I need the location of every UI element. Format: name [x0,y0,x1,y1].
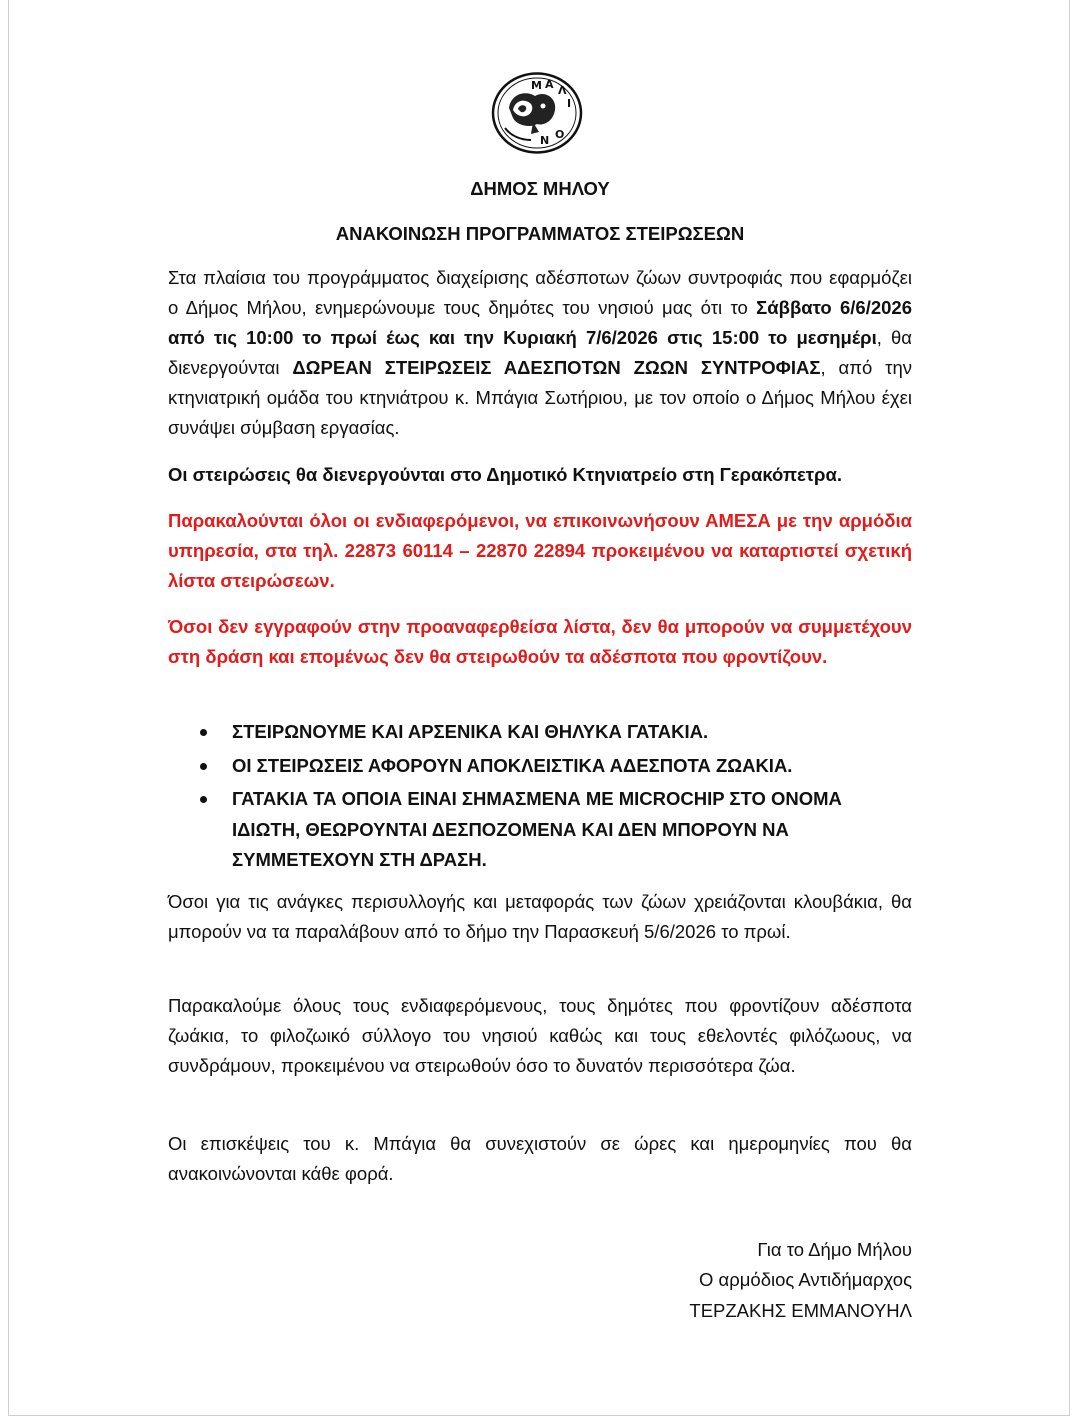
signature-name: ΤΕΡΖΑΚΗΣ ΕΜΜΑΝΟΥΗΛ [689,1300,912,1321]
svg-text:Ο: Ο [555,128,565,141]
list-item: ΓΑΤΑΚΙΑ ΤΑ ΟΠΟΙΑ ΕΙΝΑΙ ΣΗΜΑΣΜΕΝΑ ΜΕ MICROCHIP ΣΤΟ ΟΝΟΜΑ ΙΔΙΩΤΗ, ΘΕΩΡΟΥΝΤΑΙ ΔΕΣΠΟΖΟΜΕΝΑ ΚΑΙ ΔΕΝ ΜΠΟΡΟΥΝ ΝΑ ΣΥΜΜΕΤΕΧΟΥΝ ΣΤΗ ΔΡΑΣΗ. [198,784,888,876]
intro-paragraph: Στα πλαίσια του προγράμματος διαχείρισης αδέσποτων ζώων συντροφιάς που εφαρμόζει ο Δήμος Μήλου, ενημερώνουμε τους δημότες του νησιού μας ότι το Σάββατο 6/6/2026 από τις 10:00 το πρωί έως και την Κυριακή 7/6/2026 στις 15:00 το μεσημέρι, θα διενεργούνται ΔΩΡΕΑΝ ΣΤΕΙΡΩΣΕΙΣ ΑΔΕΣΠΟΤΩΝ ΖΩΩΝ ΣΥΝΤΡΟΦΙΑΣ, από την κτηνιατρική ομάδα του κτηνιάτρου κ. Μπάγια Σωτήριου, με τον οποίο ο Δήμος Μήλου έχει συνάψει σύμβαση εργασίας. [168,267,913,438]
location-paragraph: Οι στειρώσεις θα διενεργούνται στο Δημοτικό Κτηνιατρείο στη Γερακόπετρα. [168,464,843,485]
contact-paragraph: Παρακαλούνται όλοι οι ενδιαφερόμενοι, να επικοινωνήσουν ΑΜΕΣΑ με την αρμόδια υπηρεσία, στα τηλ. 22873 60114 – 22870 22894 προκειμένου να καταρτιστεί σχετική λίστα στειρώσεων. [168,510,912,591]
signature-line-2: Ο αρμόδιος Αντιδήμαρχος [699,1269,912,1290]
bullet-icon [200,763,207,770]
list-item: ΟΙ ΣΤΕΙΡΩΣΕΙΣ ΑΦΟΡΟΥΝ ΑΠΟΚΛΕΙΣΤΙΚΑ ΑΔΕΣΠΟΤΑ ΖΩΑΚΙΑ. [198,751,888,782]
dates-bold: Σάββατο 6/6/2026 από τις 10:00 το πρωί έως και την Κυριακή 7/6/2026 στις 15:00 το μεσημέρι [168,297,913,348]
svg-text:Λ: Λ [558,84,567,97]
free-sterilization-bold: ΔΩΡΕΑΝ ΣΤΕΙΡΩΣΕΙΣ ΑΔΕΣΠΟΤΩΝ ΖΩΩΝ ΣΥΝΤΡΟΦΙΑΣ [292,357,821,378]
signature-line-1: Για το Δήμο Μήλου [757,1239,912,1260]
appeal-paragraph: Παρακαλούμε όλους τους ενδιαφερόμενους, τους δημότες που φροντίζουν αδέσποτα ζωάκια, το φιλοζωικό σύλλογο του νησιού καθώς και τους εθελοντές φιλόζωους, να συνδράμουν, προκειμένου να στειρωθούν όσο το δυνατόν περισσότερα ζώα. [168,995,912,1076]
municipality-seal-logo [491,72,583,154]
municipality-name: ΔΗΜΟΣ ΜΗΛΟΥ [470,178,610,199]
page-border [8,0,1070,1416]
bullet-icon [200,729,207,736]
announcement-title: ΑΝΑΚΟΙΝΩΣΗ ΠΡΟΓΡΑΜΜΑΤΟΣ ΣΤΕΙΡΩΣΕΩΝ [335,223,745,244]
registration-warning-paragraph: Όσοι δεν εγγραφούν στην προαναφερθείσα λίστα, δεν θα μπορούν να συμμετέχουν στη δράση και επομένως δεν θα στειρωθούν τα αδέσποτα που φροντίζουν. [168,616,912,667]
svg-text:Ν: Ν [540,134,550,147]
bullet-icon [200,796,207,803]
visits-paragraph: Οι επισκέψεις του κ. Μπάγια θα συνεχιστούν σε ώρες και ημερομηνίες που θα ανακοινώνονται κάθε φορά. [168,1133,912,1184]
svg-text:Α: Α [545,78,554,91]
svg-text:Μ: Μ [531,79,542,92]
svg-text:Ι: Ι [567,97,572,110]
list-item: ΣΤΕΙΡΩΝΟΥΜΕ ΚΑΙ ΑΡΣΕΝΙΚΑ ΚΑΙ ΘΗΛΥΚΑ ΓΑΤΑΚΙΑ. [198,717,888,748]
rules-list [198,717,888,879]
cages-paragraph: Όσοι για τις ανάγκες περισυλλογής και μεταφοράς των ζώων χρειάζονται κλουβάκια, θα μπορούν να τα παραλάβουν από το δήμο την Παρασκευή 5/6/2026 το πρωί. [168,891,912,942]
